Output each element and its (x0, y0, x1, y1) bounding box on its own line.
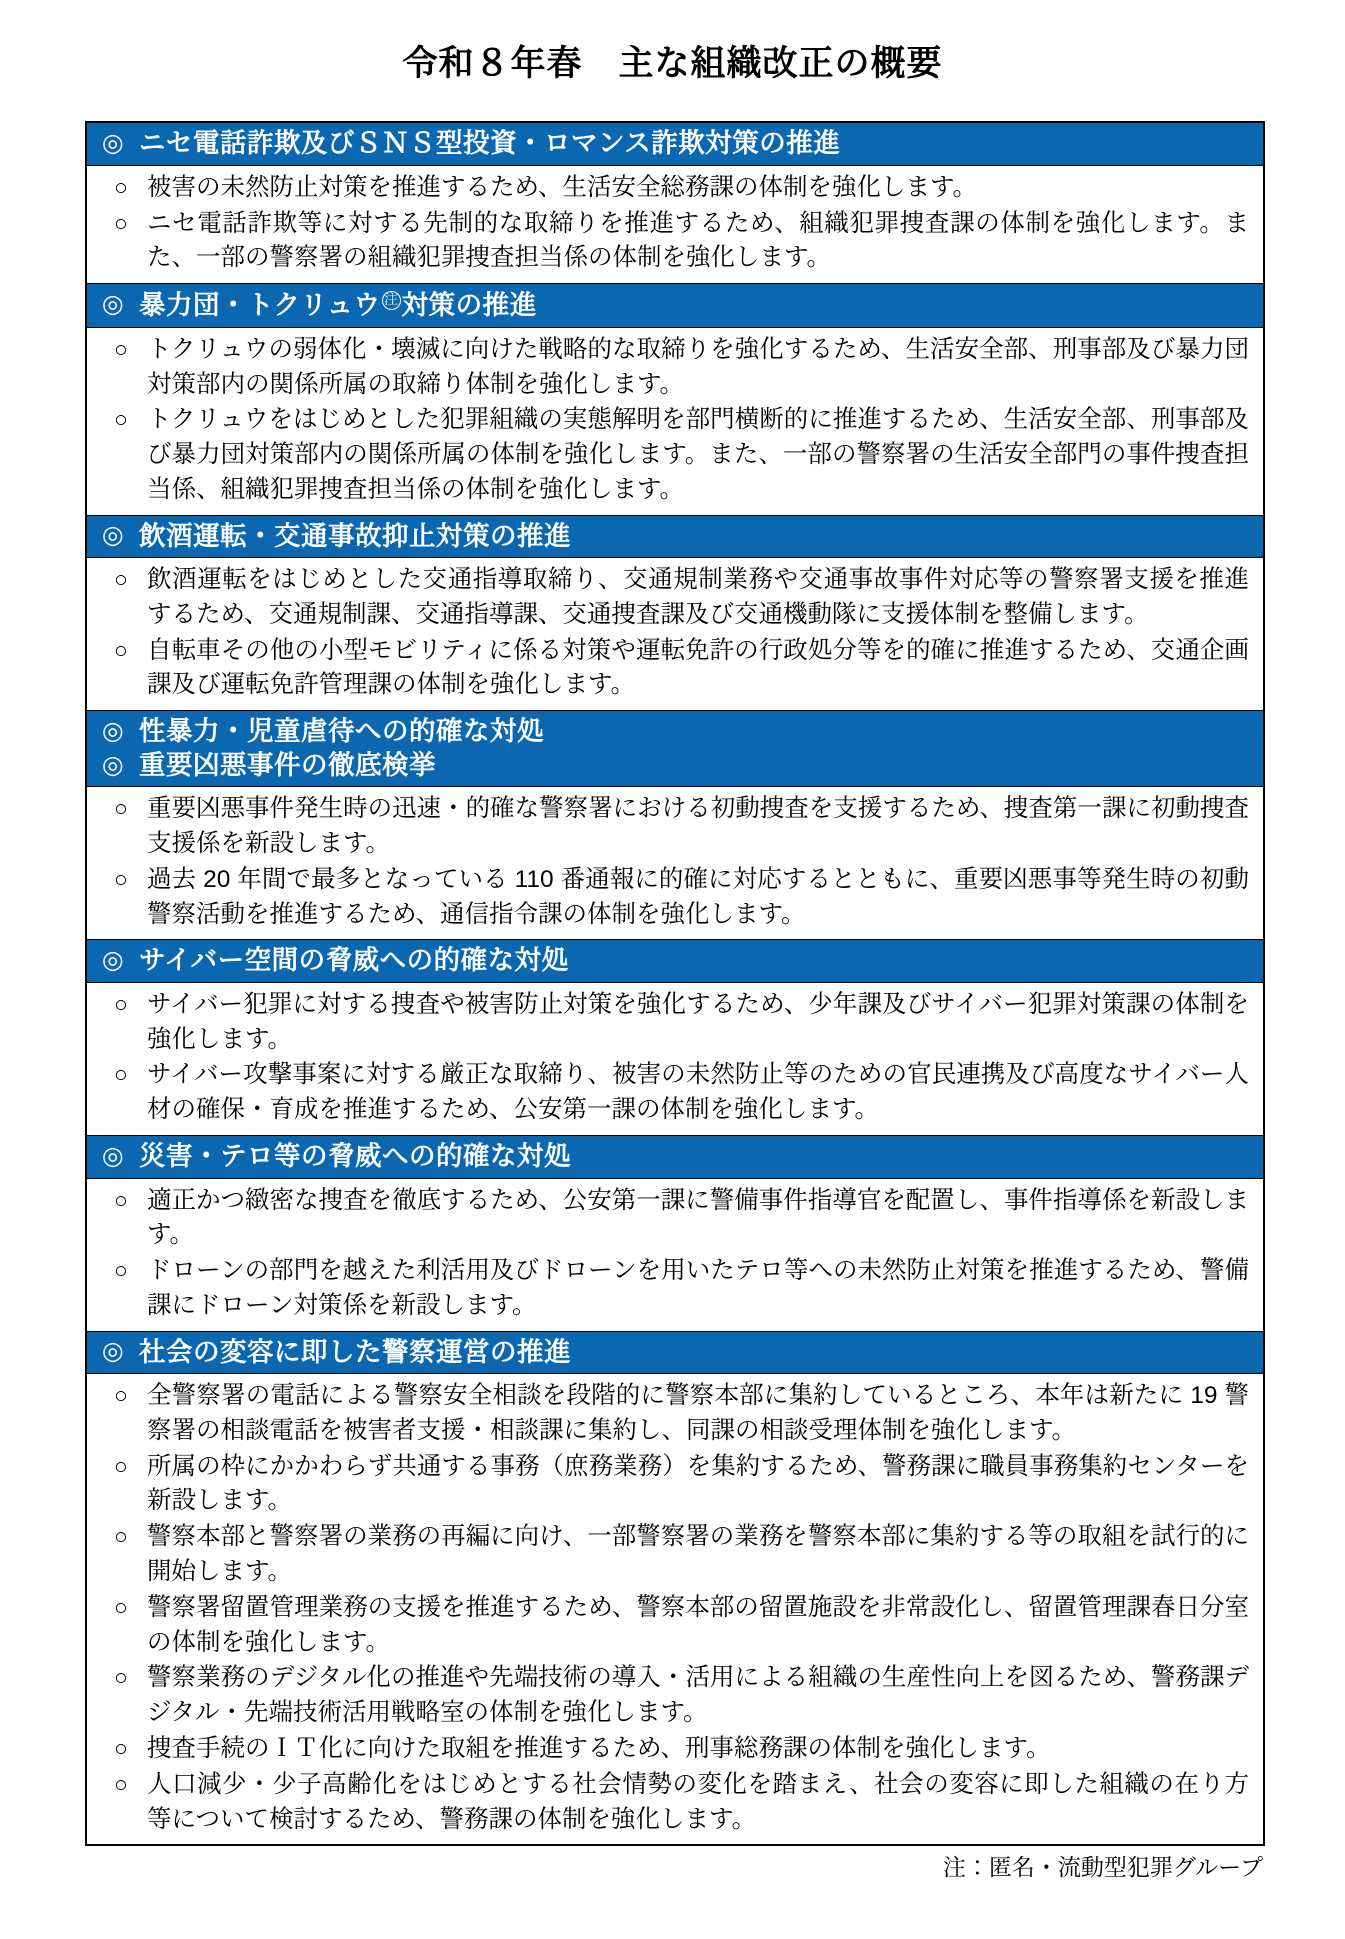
item-text: 飲酒運転をはじめとした交通指導取締り、交通規制業務や交通事故事件対応等の警察署支援を推進するため、交通規制課、交通指導課、交通捜査課及び交通機動隊に支援体制を整備します。 (147, 566, 1249, 628)
section-bullet-icon: ◎ (101, 290, 125, 319)
item-text: ドローンの部門を越えた利活用及びドローンを用いたテロ等への未然防止対策を推進するため、警備課にドローン対策係を新設します。 (147, 1257, 1249, 1319)
section-title-part-1: 暴力団・トクリュウ (139, 290, 381, 321)
list-item (95, 207, 1253, 277)
list-item (95, 1058, 1253, 1128)
list-item (95, 403, 1253, 507)
item-bullet-icon: ○ (114, 1061, 128, 1088)
item-text: 警察署留置管理業務の支援を推進するため、警察本部の留置施設を非常設化し、留置管理課春日分室の体制を強化します。 (147, 1593, 1249, 1656)
section-title: ニセ電話詐欺及びＳＮＳ型投資・ロマンス詐欺対策の推進 (139, 128, 841, 159)
section-bullet-icon: ◎ (101, 1337, 125, 1366)
list-item (95, 563, 1253, 633)
item-bullet-icon: ○ (114, 1382, 128, 1409)
list-item (95, 634, 1253, 704)
item-bullet-icon: ○ (114, 335, 128, 362)
section-header-disaster-terror-threats (87, 1135, 1263, 1179)
item-bullet-icon: ○ (114, 1257, 128, 1284)
item-text: 被害の未然防止対策を推進するため、生活安全総務課の体制を強化します。 (147, 173, 978, 201)
section-bullet-icon: ◎ (101, 717, 125, 745)
item-bullet-icon: ○ (114, 865, 128, 892)
section-bullet-icon: ◎ (101, 1141, 125, 1170)
section-title: 社会の変容に即した警察運営の推進 (139, 1336, 571, 1367)
section-header-cyberspace-threats (87, 939, 1263, 983)
list-item (95, 171, 1253, 206)
item-bullet-icon: ○ (114, 636, 128, 663)
item-text: サイバー攻撃事案に対する厳正な取締り、被害の未然防止等のための官民連携及び高度なサイバー人材の確保・育成を推進するため、公安第一課の体制を強化します。 (147, 1061, 1249, 1124)
item-bullet-icon: ○ (114, 1186, 128, 1213)
section-body-traffic-safety (87, 558, 1263, 710)
item-text: サイバー犯罪に対する捜査や被害防止対策を強化するため、少年課及びサイバー犯罪対策課の体制を強化します。 (147, 990, 1249, 1053)
item-bullet-icon: ○ (114, 990, 128, 1017)
item-bullet-icon: ○ (114, 406, 128, 433)
section-title (139, 291, 1263, 319)
section-body-police-management (87, 1374, 1263, 1844)
section-title: 重要凶悪事件の徹底検挙 (139, 749, 436, 780)
list-item (95, 1661, 1253, 1731)
section-title: 飲酒運転・交通事故抑止対策の推進 (139, 520, 571, 551)
section-bullet-icon: ◎ (101, 750, 125, 779)
list-item (95, 1450, 1253, 1520)
list-item (95, 1732, 1253, 1767)
list-item (95, 863, 1253, 933)
item-bullet-icon: ○ (114, 1523, 128, 1550)
section-body-disaster-terror-threats (87, 1179, 1263, 1331)
item-text: 重要凶悪事件発生時の迅速・的確な警察署における初動捜査を支援するため、捜査第一課に初動捜査支援係を新設します。 (147, 795, 1249, 858)
section-header-serious-crime-arrests (87, 749, 1263, 788)
list-item (95, 1379, 1253, 1449)
list-item (95, 792, 1253, 862)
list-item (95, 1768, 1253, 1838)
item-bullet-icon: ○ (114, 1770, 128, 1797)
section-title: 性暴力・児童虐待への的確な対処 (139, 716, 544, 747)
section-title: サイバー空間の脅威への的確な対処 (139, 945, 569, 976)
item-text: 過去 20 年間で最多となっている 110 番通報に的確に対応するとともに、重要凶悪事等発生時の初動警察活動を推進するため、通信指令課の体制を強化します。 (147, 865, 1249, 928)
note-reference-icon: 注 (382, 291, 401, 310)
item-text: ニセ電話詐欺等に対する先制的な取締りを推進するため、組織犯罪捜査課の体制を強化します。また、一部の警察署の組織犯罪捜査担当係の体制を強化します。 (147, 209, 1249, 272)
list-item (95, 1520, 1253, 1590)
item-text: トクリュウをはじめとした犯罪組織の実態解明を部門横断的に推進するため、生活安全部、刑事部及び暴力団対策部内の関係所属の体制を強化します。また、一部の警察署の生活安全部門の事件捜査担当係、組織犯罪捜査担当係の体制を強化します。 (147, 406, 1249, 503)
document-page (0, 23, 1345, 1939)
outline-box (85, 121, 1265, 1846)
item-text: 所属の枠にかかわらず共通する事務（庶務業務）を集約するため、警務課に職員事務集約センターを新設します。 (147, 1452, 1249, 1515)
item-text: 警察業務のデジタル化の推進や先端技術の導入・活用による組織の生産性向上を図るため、警務課デジタル・先端技術活用戦略室の体制を強化します。 (147, 1664, 1249, 1727)
list-item (95, 1254, 1253, 1324)
list-item (95, 1184, 1253, 1254)
page-title: 令和８年春 主な組織改正の概要 (402, 44, 943, 84)
section-bullet-icon: ◎ (101, 129, 125, 158)
section-header-organized-crime (87, 283, 1263, 328)
section-header-fraud-countermeasures (87, 123, 1263, 166)
item-text: 警察本部と警察署の業務の再編に向け、一部警察署の業務を警察本部に集約する等の取組を試行的に開始します。 (147, 1523, 1249, 1586)
list-item (95, 333, 1253, 403)
item-text: 捜査手続のＩＴ化に向けた取組を推進するため、刑事総務課の体制を強化します。 (147, 1734, 1051, 1762)
section-body-cyberspace-threats (87, 983, 1263, 1135)
item-text: 自転車その他の小型モビリティに係る対策や運転免許の行政処分等を的確に推進するため、交通企画課及び運転免許管理課の体制を強化します。 (147, 636, 1249, 699)
section-header-traffic-safety (87, 515, 1263, 559)
item-text: トクリュウの弱体化・壊滅に向けた戦略的な取締りを強化するため、生活安全部、刑事部及び暴力団対策部内の関係所属の取締り体制を強化します。 (147, 335, 1249, 398)
section-body-fraud-countermeasures (87, 166, 1263, 283)
section-header-police-management (87, 1331, 1263, 1375)
item-bullet-icon: ○ (114, 173, 128, 200)
section-bullet-icon: ◎ (101, 521, 125, 550)
list-item (95, 988, 1253, 1058)
footnote: 注：匿名・流動型犯罪グループ (942, 1854, 1263, 1881)
section-title: 災害・テロ等の脅威への的確な対処 (139, 1141, 571, 1171)
section-title-part-2: 対策の推進 (401, 290, 537, 321)
section-bullet-icon: ◎ (101, 946, 125, 975)
item-bullet-icon: ○ (114, 1734, 128, 1761)
item-bullet-icon: ○ (114, 566, 128, 593)
list-item (95, 1591, 1253, 1661)
section-body-serious-crime (87, 787, 1263, 939)
item-text: 人口減少・少子高齢化をはじめとする社会情勢の変化を踏まえ、社会の変容に即した組織の在り方等について検討するため、警務課の体制を強化します。 (147, 1770, 1249, 1833)
section-header-sexual-violence-child-abuse (87, 710, 1263, 749)
item-bullet-icon: ○ (114, 1664, 128, 1691)
item-bullet-icon: ○ (114, 1452, 128, 1479)
item-text: 全警察署の電話による警察安全相談を段階的に警察本部に集約しているところ、本年は新たに 19 警察署の相談電話を被害者支援・相談課に集約し、同課の相談受理体制を強化します。 (147, 1382, 1249, 1444)
item-bullet-icon: ○ (114, 209, 128, 236)
section-body-organized-crime (87, 328, 1263, 515)
item-bullet-icon: ○ (114, 1593, 128, 1620)
item-bullet-icon: ○ (114, 795, 128, 822)
item-text: 適正かつ緻密な捜査を徹底するため、公安第一課に警備事件指導官を配置し、事件指導係を新設します。 (147, 1186, 1249, 1249)
